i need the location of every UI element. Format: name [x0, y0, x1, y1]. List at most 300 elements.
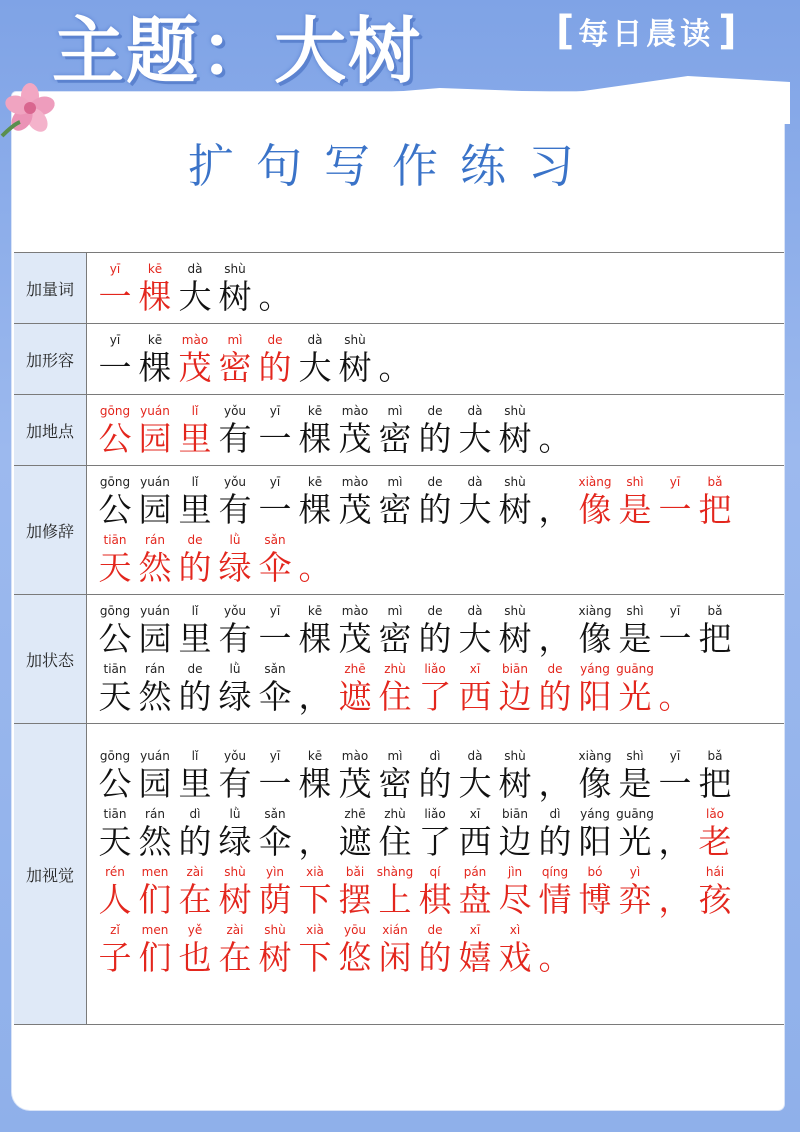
main-title: 主题：大树 — [52, 9, 423, 93]
character — [535, 748, 575, 804]
sentence-line — [95, 920, 784, 978]
character — [455, 806, 495, 862]
pinyin: tiān — [103, 662, 127, 676]
hanzi: 里 — [178, 490, 212, 529]
hanzi: 的 — [178, 677, 212, 716]
character — [415, 603, 455, 659]
row-label: 加量词 — [14, 253, 87, 323]
hanzi: 有 — [218, 619, 252, 658]
pinyin: yī — [669, 749, 681, 763]
hanzi: 闲 — [378, 938, 412, 977]
hanzi: 阳 — [578, 822, 612, 861]
hanzi: 茂 — [338, 764, 372, 803]
pinyin: yǒu — [223, 604, 247, 618]
pinyin: kē — [147, 262, 163, 276]
added-character — [95, 864, 135, 920]
hanzi: 盘 — [458, 880, 492, 919]
hanzi: 下 — [298, 880, 332, 919]
pinyin: rán — [145, 807, 165, 821]
pinyin: xī — [469, 662, 481, 676]
added-character — [335, 864, 375, 920]
hanzi: 。 — [298, 548, 332, 587]
character — [175, 661, 215, 717]
hanzi: 树 — [218, 880, 252, 919]
table-row — [14, 466, 784, 595]
hanzi: 是 — [618, 490, 652, 529]
pinyin: sǎn — [264, 807, 286, 821]
character — [535, 603, 575, 659]
hanzi: 。 — [658, 677, 692, 716]
pinyin: yōu — [343, 923, 367, 937]
pinyin: yě — [187, 923, 203, 937]
hanzi: 棵 — [138, 348, 172, 387]
pinyin: xià — [306, 923, 324, 937]
brand-bracket-right: ] — [718, 8, 737, 54]
added-character — [135, 532, 175, 588]
hanzi: 天 — [98, 677, 132, 716]
hanzi: 们 — [138, 938, 172, 977]
character — [655, 806, 695, 862]
character — [415, 474, 455, 530]
character — [535, 806, 575, 862]
pinyin: shù — [504, 604, 526, 618]
hanzi: 在 — [178, 880, 212, 919]
pinyin: mì — [227, 333, 243, 347]
character — [615, 806, 655, 862]
row-sentence — [87, 595, 784, 723]
hanzi: 一 — [658, 619, 692, 658]
pinyin: xià — [306, 865, 324, 879]
hanzi: 把 — [698, 764, 732, 803]
character — [175, 748, 215, 804]
row-label: 加地点 — [14, 395, 87, 465]
hanzi: 公 — [98, 490, 132, 529]
hanzi: 西 — [458, 677, 492, 716]
character — [215, 403, 255, 459]
hanzi: 也 — [178, 938, 212, 977]
hanzi: 是 — [618, 764, 652, 803]
hanzi: 绿 — [218, 822, 252, 861]
pinyin: gōng — [99, 604, 131, 618]
character — [535, 474, 575, 530]
added-character — [215, 864, 255, 920]
hanzi: ， — [538, 619, 572, 658]
hanzi: 大 — [458, 764, 492, 803]
added-character — [255, 332, 295, 388]
pinyin: yī — [269, 749, 281, 763]
practice-table — [14, 252, 784, 1025]
pinyin: dà — [187, 262, 203, 276]
added-character — [255, 864, 295, 920]
hanzi: ， — [538, 490, 572, 529]
pinyin: dà — [467, 475, 483, 489]
hanzi: ， — [298, 677, 332, 716]
hanzi: 遮 — [338, 822, 372, 861]
hanzi: 人 — [98, 880, 132, 919]
added-character — [295, 922, 335, 978]
character — [495, 603, 535, 659]
pinyin: mì — [387, 475, 403, 489]
character — [95, 748, 135, 804]
pinyin: de — [427, 604, 443, 618]
pinyin: liǎo — [424, 662, 446, 676]
character — [215, 806, 255, 862]
character — [175, 474, 215, 530]
character — [135, 474, 175, 530]
hanzi: 树 — [218, 277, 252, 316]
character — [335, 474, 375, 530]
hanzi: 了 — [418, 677, 452, 716]
hanzi: 一 — [98, 348, 132, 387]
hanzi: 天 — [98, 822, 132, 861]
added-character — [215, 332, 255, 388]
added-character — [575, 864, 615, 920]
pinyin: shù — [504, 475, 526, 489]
added-character — [535, 864, 575, 920]
character — [95, 661, 135, 717]
character — [95, 603, 135, 659]
character — [215, 603, 255, 659]
pinyin: rán — [145, 662, 165, 676]
pinyin: xī — [469, 807, 481, 821]
hanzi: 一 — [258, 619, 292, 658]
brand-bracket-left: [ — [556, 8, 575, 54]
pinyin: zhù — [384, 807, 406, 821]
row-label: 加视觉 — [14, 724, 87, 1024]
pinyin: shù — [224, 865, 246, 879]
pinyin: yǒu — [223, 475, 247, 489]
added-character — [375, 922, 415, 978]
hanzi: 的 — [418, 490, 452, 529]
pinyin: guāng — [616, 662, 654, 676]
hanzi: 光 — [618, 822, 652, 861]
hanzi: 。 — [538, 938, 572, 977]
pinyin: yī — [109, 262, 121, 276]
pinyin: yáng — [580, 662, 610, 676]
pinyin: shàng — [376, 865, 414, 879]
character — [415, 748, 455, 804]
character — [295, 806, 335, 862]
row-label: 加形容 — [14, 324, 87, 394]
pinyin: yī — [669, 475, 681, 489]
hanzi: 的 — [258, 348, 292, 387]
character — [375, 603, 415, 659]
hanzi: 阳 — [578, 677, 612, 716]
pinyin: mì — [387, 404, 403, 418]
character — [495, 403, 535, 459]
pinyin: mào — [341, 475, 369, 489]
hanzi: 茂 — [338, 490, 372, 529]
added-character — [375, 661, 415, 717]
added-character — [615, 864, 655, 920]
pinyin: yáng — [580, 807, 610, 821]
pinyin: yuán — [140, 404, 170, 418]
sentence-line — [95, 472, 784, 530]
hanzi: 的 — [538, 822, 572, 861]
table-row — [14, 253, 784, 324]
hanzi: 绿 — [218, 548, 252, 587]
pinyin: sǎn — [264, 533, 286, 547]
pinyin: lǐ — [191, 475, 199, 489]
character — [175, 806, 215, 862]
pinyin: yuán — [140, 604, 170, 618]
table-row — [14, 724, 784, 1025]
character — [135, 806, 175, 862]
character — [255, 403, 295, 459]
pinyin: yī — [109, 333, 121, 347]
hanzi: 大 — [178, 277, 212, 316]
pinyin: de — [547, 662, 563, 676]
hanzi: 密 — [378, 619, 412, 658]
pinyin: yī — [269, 604, 281, 618]
character — [335, 806, 375, 862]
pinyin: liǎo — [424, 807, 446, 821]
pinyin: xiàng — [578, 749, 612, 763]
hanzi: 一 — [258, 490, 292, 529]
pinyin: gōng — [99, 749, 131, 763]
character — [655, 603, 695, 659]
row-sentence — [87, 395, 784, 465]
pinyin: shù — [224, 262, 246, 276]
added-character — [175, 403, 215, 459]
pinyin: dà — [467, 604, 483, 618]
hanzi: 伞 — [258, 677, 292, 716]
added-character — [175, 332, 215, 388]
character — [215, 661, 255, 717]
hanzi: 把 — [698, 619, 732, 658]
pinyin: mào — [341, 604, 369, 618]
added-character — [215, 922, 255, 978]
row-sentence — [87, 466, 784, 594]
hanzi: 有 — [218, 490, 252, 529]
added-character — [615, 474, 655, 530]
hanzi: 然 — [138, 677, 172, 716]
character — [415, 403, 455, 459]
hanzi: 情 — [538, 880, 572, 919]
added-character — [295, 532, 335, 588]
hanzi: 尽 — [498, 880, 532, 919]
pinyin: zhù — [384, 662, 406, 676]
pinyin: shì — [626, 475, 644, 489]
pinyin: dì — [429, 749, 441, 763]
character — [695, 748, 735, 804]
sentence-line — [95, 746, 784, 804]
pinyin: mì — [387, 749, 403, 763]
hanzi: 伞 — [258, 822, 292, 861]
pinyin: de — [427, 475, 443, 489]
added-character — [455, 864, 495, 920]
character — [135, 603, 175, 659]
character — [255, 748, 295, 804]
pinyin: de — [187, 662, 203, 676]
hanzi: 的 — [418, 764, 452, 803]
added-character — [415, 661, 455, 717]
added-character — [215, 532, 255, 588]
hanzi: 棵 — [298, 490, 332, 529]
hanzi: 在 — [218, 938, 252, 977]
pinyin: xì — [509, 923, 521, 937]
hanzi: 西 — [458, 822, 492, 861]
character — [535, 403, 575, 459]
pinyin: bǎi — [345, 865, 365, 879]
hanzi: 公 — [98, 764, 132, 803]
added-character — [255, 922, 295, 978]
character — [135, 332, 175, 388]
pinyin: guāng — [616, 807, 654, 821]
hanzi: 树 — [498, 419, 532, 458]
hanzi: 的 — [538, 677, 572, 716]
hanzi: 的 — [178, 548, 212, 587]
character — [295, 661, 335, 717]
added-character — [135, 403, 175, 459]
character — [375, 403, 415, 459]
added-character — [415, 864, 455, 920]
added-character — [495, 922, 535, 978]
hanzi: 密 — [378, 764, 412, 803]
hanzi: 公 — [98, 419, 132, 458]
pinyin: mào — [181, 333, 209, 347]
table-row — [14, 395, 784, 466]
hanzi: 把 — [698, 490, 732, 529]
sentence-line — [95, 804, 784, 862]
pinyin: mì — [387, 604, 403, 618]
character — [95, 806, 135, 862]
added-character — [495, 661, 535, 717]
pinyin: kē — [307, 475, 323, 489]
pinyin: xiàng — [578, 475, 612, 489]
hanzi: 大 — [458, 490, 492, 529]
character — [455, 748, 495, 804]
pinyin: bǎ — [707, 604, 723, 618]
hanzi: 园 — [138, 764, 172, 803]
added-character — [695, 474, 735, 530]
character — [575, 806, 615, 862]
hanzi: 弈 — [618, 880, 652, 919]
pinyin: rán — [145, 533, 165, 547]
sentence-line — [95, 330, 784, 388]
pinyin: dà — [467, 749, 483, 763]
character — [495, 806, 535, 862]
hanzi: 的 — [418, 619, 452, 658]
hanzi: 住 — [378, 822, 412, 861]
hanzi: 戏 — [498, 938, 532, 977]
hanzi: 。 — [538, 419, 572, 458]
row-sentence — [87, 324, 784, 394]
character — [295, 603, 335, 659]
character — [175, 261, 215, 317]
character — [255, 261, 295, 317]
added-character — [455, 922, 495, 978]
pinyin: zhē — [344, 662, 366, 676]
added-character — [575, 661, 615, 717]
character — [575, 748, 615, 804]
character — [95, 474, 135, 530]
character — [375, 332, 415, 388]
character — [455, 474, 495, 530]
pinyin: lǐ — [191, 404, 199, 418]
hanzi: 茂 — [178, 348, 212, 387]
added-character — [95, 922, 135, 978]
hanzi: 子 — [98, 938, 132, 977]
hanzi: 的 — [178, 822, 212, 861]
pinyin: yī — [269, 475, 281, 489]
hanzi: 树 — [498, 619, 532, 658]
added-character — [535, 922, 575, 978]
hanzi: 边 — [498, 677, 532, 716]
character — [655, 748, 695, 804]
added-character — [575, 474, 615, 530]
hanzi: 上 — [378, 880, 412, 919]
pinyin: bó — [587, 865, 603, 879]
added-character — [175, 922, 215, 978]
hanzi: 然 — [138, 822, 172, 861]
hanzi: 孩 — [698, 880, 732, 919]
pinyin: lǐ — [191, 604, 199, 618]
character — [255, 603, 295, 659]
hanzi: 一 — [658, 764, 692, 803]
pinyin: dì — [189, 807, 201, 821]
pinyin: biān — [502, 662, 528, 676]
pinyin: bǎ — [707, 475, 723, 489]
added-character — [695, 806, 735, 862]
added-character — [455, 661, 495, 717]
pinyin: shù — [344, 333, 366, 347]
hanzi: 棵 — [298, 764, 332, 803]
pinyin: zǐ — [110, 923, 120, 937]
pinyin: de — [427, 404, 443, 418]
pinyin: lǜ — [229, 533, 241, 547]
hanzi: 绿 — [218, 677, 252, 716]
character — [255, 806, 295, 862]
pinyin: yuán — [140, 749, 170, 763]
added-character — [335, 661, 375, 717]
hanzi: 像 — [578, 490, 612, 529]
character — [615, 748, 655, 804]
hanzi: ， — [658, 880, 692, 919]
hanzi: 树 — [498, 764, 532, 803]
hanzi: 里 — [178, 419, 212, 458]
hanzi: ， — [538, 764, 572, 803]
pinyin: kē — [307, 404, 323, 418]
pinyin: kē — [307, 749, 323, 763]
table-row — [14, 595, 784, 724]
added-character — [375, 864, 415, 920]
hanzi: 一 — [98, 277, 132, 316]
added-character — [255, 532, 295, 588]
pinyin: yī — [669, 604, 681, 618]
pinyin: dì — [549, 807, 561, 821]
character — [335, 748, 375, 804]
hanzi: 大 — [458, 419, 492, 458]
pinyin: men — [141, 865, 169, 879]
hanzi: 园 — [138, 490, 172, 529]
brand-badge — [556, 8, 737, 54]
added-character — [615, 661, 655, 717]
added-character — [415, 922, 455, 978]
hanzi: 密 — [378, 419, 412, 458]
hanzi: 密 — [378, 490, 412, 529]
hanzi: 公 — [98, 619, 132, 658]
added-character — [95, 403, 135, 459]
pinyin: shì — [626, 604, 644, 618]
added-character — [175, 532, 215, 588]
hanzi: 棋 — [418, 880, 452, 919]
pinyin: men — [141, 923, 169, 937]
added-character — [335, 922, 375, 978]
hanzi: 天 — [98, 548, 132, 587]
hanzi: 园 — [138, 419, 172, 458]
character — [95, 332, 135, 388]
